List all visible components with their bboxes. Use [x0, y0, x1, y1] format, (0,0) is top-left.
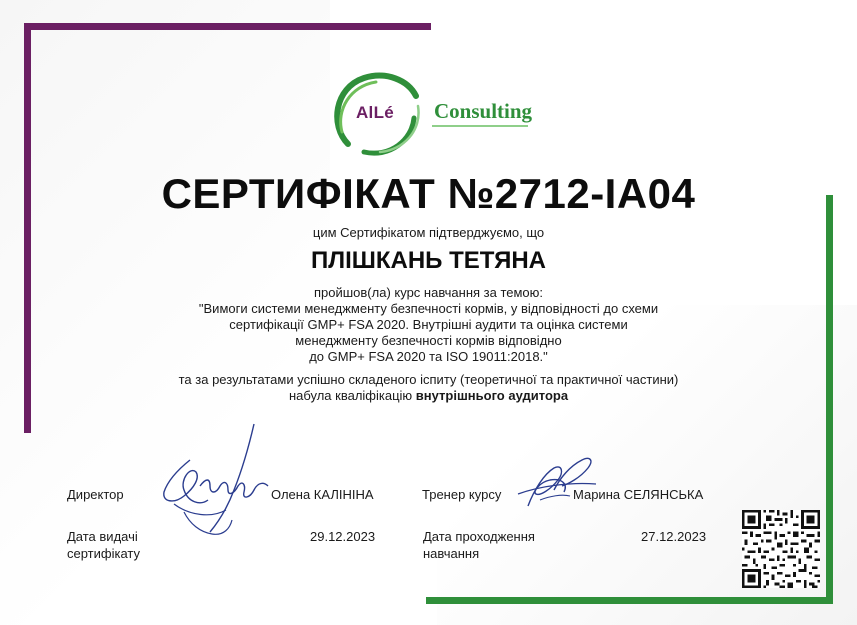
trainer-signature-icon — [510, 450, 600, 520]
course-intro: пройшов(ла) курс навчання за темою: — [313, 285, 544, 300]
logo-mark-text: AlLé — [355, 103, 395, 122]
course-topic — [150, 301, 707, 365]
trainer-label: Тренер курсу — [422, 487, 502, 502]
qr-code-icon — [742, 510, 820, 588]
training-date-value: 27.12.2023 — [641, 529, 707, 544]
topic-line: сертифікації GMP+ FSA 2020. Внутрішні аудити та оцінка системи — [229, 317, 628, 332]
director-signature-icon — [150, 420, 280, 545]
logo-wordmark: Consulting — [434, 99, 533, 123]
company-logo — [328, 66, 538, 162]
topic-line: "Вимоги системи менеджменту безпечності кормів, у відповідності до схеми — [198, 301, 659, 316]
training-date-label: Дата проходження навчання — [423, 529, 535, 561]
issue-date-value: 29.12.2023 — [310, 529, 376, 544]
confirm-text: цим Сертифікатом підтверджуємо, що — [312, 225, 545, 240]
logo-underline — [432, 125, 528, 127]
qualification-text — [0, 388, 857, 404]
issue-date-label: Дата видачі сертифікату — [67, 529, 140, 561]
certificate-title: СЕРТИФІКАТ №2712-IA04 — [161, 170, 696, 217]
director-name: Олена КАЛІНІНА — [271, 487, 374, 502]
qualification-prefix: набула кваліфікацію — [288, 388, 413, 403]
frame-bar-purple-top — [24, 23, 431, 30]
frame-bar-green-bottom — [426, 597, 833, 604]
recipient-name: ПЛІШКАНЬ ТЕТЯНА — [310, 247, 547, 274]
exam-result-text: та за результатами успішно складеного іспиту (теоретичної та практичної частини) — [178, 372, 679, 387]
director-label: Директор — [67, 487, 124, 502]
topic-line: до GMP+ FSA 2020 та ISO 19011:2018." — [309, 349, 548, 364]
qualification-title: внутрішнього аудитора — [415, 388, 569, 403]
trainer-name: Марина СЕЛЯНСЬКА — [573, 487, 704, 502]
topic-line: менеджменту безпечності кормів відповідно — [295, 333, 562, 348]
